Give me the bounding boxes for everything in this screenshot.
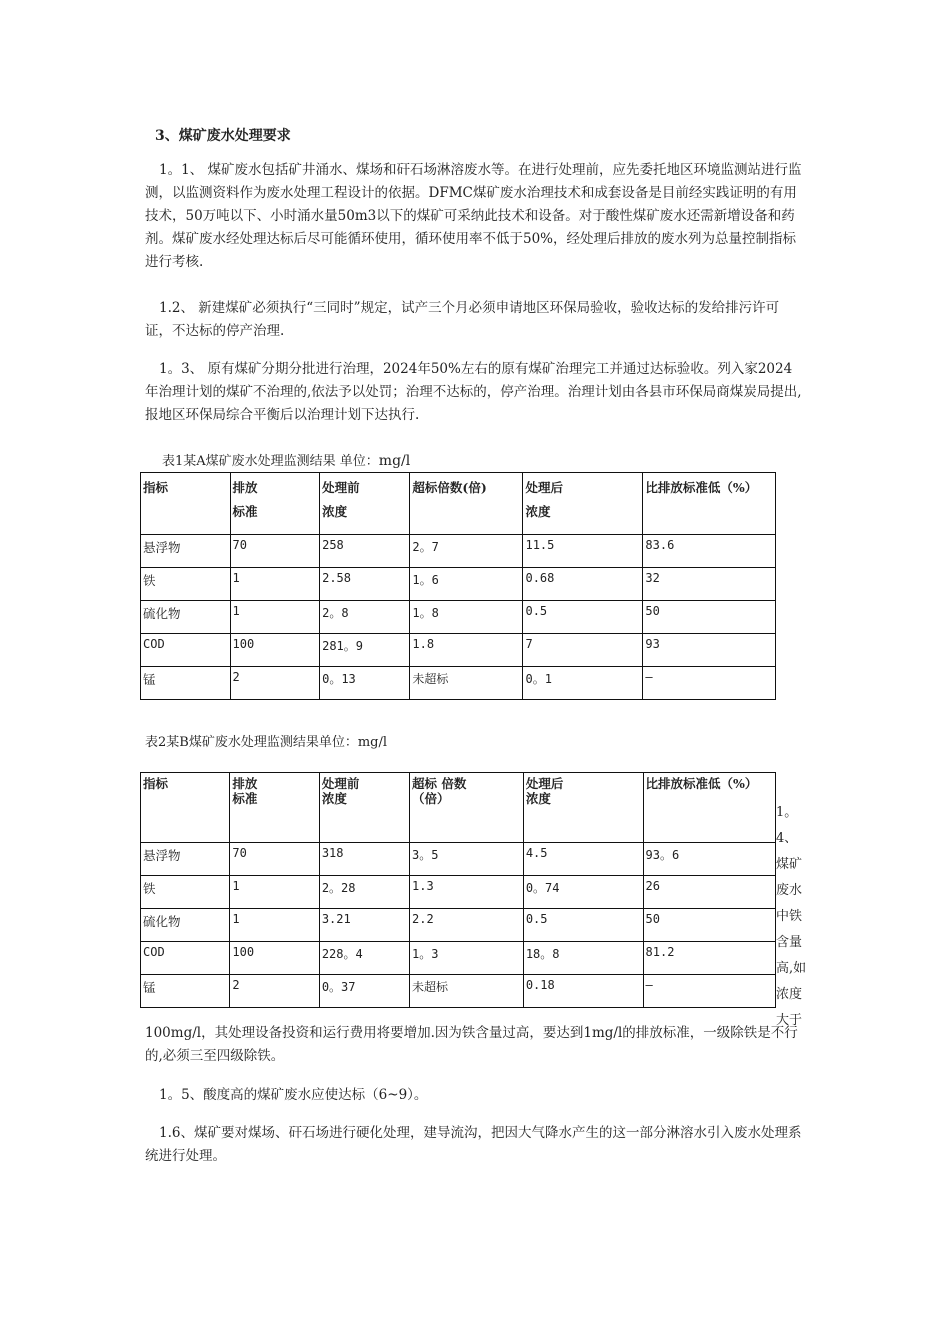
table-cell: 3。5 xyxy=(410,843,524,876)
table-cell: — xyxy=(643,975,775,1008)
table-header-cell: 超标倍数(倍) xyxy=(410,473,523,535)
table-cell: 11.5 xyxy=(523,535,643,568)
table-cell: 2 xyxy=(230,975,319,1008)
table-cell: 100 xyxy=(230,634,320,667)
table-cell: 18。8 xyxy=(523,942,643,975)
table-cell: 1.3 xyxy=(410,876,524,909)
table-cell: 硫化物 xyxy=(141,909,230,942)
table-row xyxy=(141,909,776,942)
paragraph-1-3: 1。3、 原有煤矿分期分批进行治理，2024年50%左右的原有煤矿治理完工并通过达标验收。列入家2024年治理计划的煤矿不治理的,依法予以处罚；治理不达标的，停产治理。治理计划由各县市环保局商煤炭局提出,报地区环保局综合平衡后以治理计划下达执行. xyxy=(145,361,802,423)
section-heading: 3、煤矿废水处理要求 xyxy=(155,128,291,144)
table-cell: 2.2 xyxy=(410,909,524,942)
table-cell: COD xyxy=(141,634,231,667)
table-cell: 83.6 xyxy=(643,535,776,568)
table-cell: 70 xyxy=(230,843,319,876)
table-cell: 1。3 xyxy=(410,942,524,975)
table-cell: 0。74 xyxy=(523,876,643,909)
table-header-cell: 处理前 浓度 xyxy=(319,773,409,843)
table-row xyxy=(141,535,776,568)
table-row xyxy=(141,975,776,1008)
table-cell: 1 xyxy=(230,568,320,601)
table-cell: 锰 xyxy=(141,667,231,700)
table1-caption-text: 表1某A煤矿废水处理监测结果 单位： xyxy=(162,454,379,469)
table-header-cell: 排放 标准 xyxy=(230,473,320,535)
table-cell: 锰 xyxy=(141,975,230,1008)
table-header-cell: 比排放标准低（%） xyxy=(643,473,776,535)
table-cell: 228。4 xyxy=(319,942,409,975)
table-header-cell: 比排放标准低（%） xyxy=(643,773,775,843)
table-row xyxy=(141,843,776,876)
table-cell: 2。28 xyxy=(319,876,409,909)
table-header-cell: 指标 xyxy=(141,773,230,843)
table-cell: 70 xyxy=(230,535,320,568)
table-cell: 未超标 xyxy=(410,667,523,700)
table-row xyxy=(141,568,776,601)
table-cell: 93 xyxy=(643,634,776,667)
table-cell: 50 xyxy=(643,601,776,634)
paragraph-1-4-side-text: 1。4、煤矿废水中铁含量高,如浓度大于 xyxy=(776,805,807,1028)
table-header-cell: 指标 xyxy=(141,473,231,535)
table-cell: 1 xyxy=(230,876,319,909)
table-cell: 26 xyxy=(643,876,775,909)
table-cell: 100 xyxy=(230,942,319,975)
monitoring-table-b xyxy=(140,772,776,1008)
table-cell: 4.5 xyxy=(523,843,643,876)
table-cell: 0.18 xyxy=(523,975,643,1008)
table-row xyxy=(141,601,776,634)
table-cell: 1.8 xyxy=(410,634,523,667)
paragraph-1-6: 1.6、煤矿要对煤场、矸石场进行硬化处理，建导流沟，把因大气降水产生的这一部分淋溶水引入废水处理系统进行处理。 xyxy=(145,1125,802,1164)
table-cell: 0。37 xyxy=(319,975,409,1008)
table-header-row xyxy=(141,473,776,535)
table-cell: 2。7 xyxy=(410,535,523,568)
table-cell: 1。8 xyxy=(410,601,523,634)
table-cell: 318 xyxy=(319,843,409,876)
table-row xyxy=(141,942,776,975)
table-cell: 7 xyxy=(523,634,643,667)
table1-caption-unit: mg/l xyxy=(378,453,411,469)
table-cell: 2 xyxy=(230,667,320,700)
table1-caption xyxy=(162,450,410,469)
table-cell: 硫化物 xyxy=(141,601,231,634)
table-header-cell: 排放 标准 xyxy=(230,773,319,843)
table-cell: 悬浮物 xyxy=(141,535,231,568)
table-cell: 0.68 xyxy=(523,568,643,601)
table2-caption: 表2某B煤矿废水处理监测结果单位：mg/l xyxy=(145,735,388,750)
table-header-cell: 处理后 浓度 xyxy=(523,473,643,535)
table-cell: 50 xyxy=(643,909,775,942)
table-cell: 258 xyxy=(320,535,410,568)
table-cell: 0.5 xyxy=(523,909,643,942)
table-cell: 未超标 xyxy=(410,975,524,1008)
table-cell: 0.5 xyxy=(523,601,643,634)
table-cell: COD xyxy=(141,942,230,975)
table-cell: 悬浮物 xyxy=(141,843,230,876)
table-row xyxy=(141,876,776,909)
table-cell: 2.58 xyxy=(320,568,410,601)
table-header-row xyxy=(141,773,776,843)
table-cell: 0。1 xyxy=(523,667,643,700)
table-cell: 1。6 xyxy=(410,568,523,601)
table-cell: 281。9 xyxy=(320,634,410,667)
paragraph-1-4-continued: 100mg/l，其处理设备投资和运行费用将要增加.因为铁含量过高，要达到1mg/l的排放标准，一级除铁是不行的,必须三至四级除铁。 xyxy=(145,1025,798,1064)
table-row xyxy=(141,667,776,700)
table-cell: 1 xyxy=(230,909,319,942)
table-header-cell: 处理前 浓度 xyxy=(320,473,410,535)
table-cell: 铁 xyxy=(141,876,230,909)
paragraph-1-1: 1。1、 煤矿废水包括矿井涌水、煤场和矸石场淋溶废水等。在进行处理前，应先委托地区环境监测站进行监测，以监测资料作为废水处理工程设计的依据。DFMC煤矿废水治理技术和成套设备是目前经实践证明的有用技术，50万吨以下、小时涌水量50m3以下的煤矿可采纳此技术和设备。对于酸性煤矿废水还需新增设备和药剂。煤矿废水经处理达标后尽可能循环使用，循环使用率不低于50%，经处理后排放的废水列为总量控制指标进行考核. xyxy=(145,162,802,270)
paragraph-1-2: 1.2、 新建煤矿必须执行“三同时”规定，试产三个月必须申请地区环保局验收，验收达标的发给排污许可证，不达标的停产治理. xyxy=(145,300,780,339)
paragraph-1-5: 1。5、酸度高的煤矿废水应使达标（6~9）。 xyxy=(159,1087,428,1103)
table-header-cell: 处理后 浓度 xyxy=(523,773,643,843)
table-row xyxy=(141,634,776,667)
monitoring-table-a xyxy=(140,472,776,700)
table-cell: 0。13 xyxy=(320,667,410,700)
table-cell: 2。8 xyxy=(320,601,410,634)
table-cell: 3.21 xyxy=(319,909,409,942)
table-cell: 1 xyxy=(230,601,320,634)
table-cell: — xyxy=(643,667,776,700)
table-header-cell: 超标 倍数 （倍） xyxy=(410,773,524,843)
table-cell: 32 xyxy=(643,568,776,601)
table-cell: 铁 xyxy=(141,568,231,601)
table-cell: 93。6 xyxy=(643,843,775,876)
table-cell: 81.2 xyxy=(643,942,775,975)
